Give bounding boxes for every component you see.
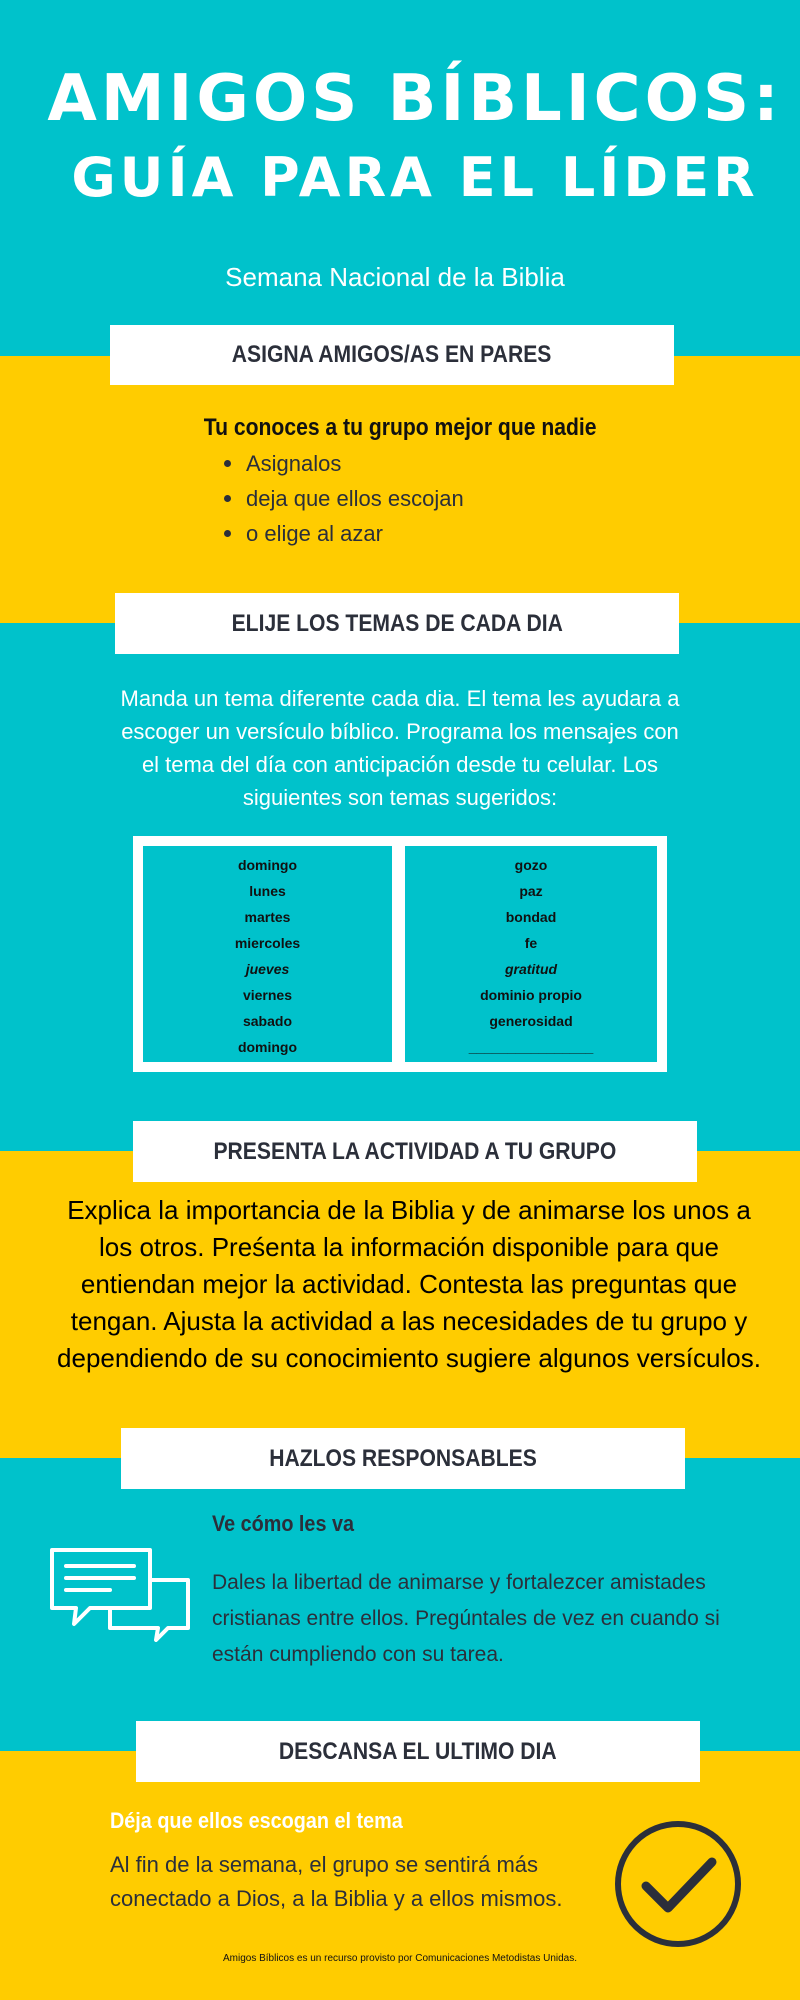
- section3-heading-box: [133, 1121, 697, 1182]
- section2-paragraph: Manda un tema diferente cada dia. El tema les ayudara a escoger un versículo bíblico. Programa los mensajes con el tema del día con anticipación desde tu celular. Los siguientes son temas sugeridos:: [120, 686, 680, 810]
- section4-heading-box: [121, 1428, 685, 1489]
- themes-column: [405, 846, 657, 1062]
- footer-credit: Amigos Bíblicos es un recurso provisto por Comunicaciones Metodistas Unidas.: [222, 1953, 578, 1964]
- list-item: o elige al azar: [214, 516, 464, 551]
- section3-paragraph: Explica la importancia de la Biblia y de animarse los unos a los otros. Preśenta la información disponible para que entiendan mejor la actividad. Contesta las preguntas que tengan. Ajusta la actividad a las necesidades de tu grupo y dependiendo de su conocimiento sugiere algunos versículos.: [57, 1195, 761, 1373]
- section3-heading: PRESENTA LA ACTIVIDAD A TU GRUPO: [213, 1137, 617, 1165]
- section2-heading: ELIJE LOS TEMAS DE CADA DIA: [231, 609, 563, 637]
- theme-item: ________________: [468, 1039, 594, 1055]
- section2-heading-box: [115, 593, 679, 654]
- theme-item: paz: [519, 883, 543, 899]
- day-item: martes: [244, 909, 291, 925]
- chat-bubbles-icon: [50, 1546, 190, 1642]
- page-title-line2: GUÍA PARA EL LÍDER: [71, 146, 759, 209]
- list-item: deja que ellos escojan: [214, 481, 464, 516]
- day-item: jueves: [245, 961, 290, 977]
- theme-item: generosidad: [489, 1013, 573, 1029]
- day-item: viernes: [242, 987, 293, 1003]
- day-item: domingo: [237, 857, 298, 873]
- theme-item: dominio propio: [480, 987, 582, 1003]
- section1-list: [214, 446, 464, 551]
- days-column: [143, 846, 392, 1062]
- section5-heading: DESCANSA EL ULTIMO DIA: [279, 1737, 557, 1765]
- section1-lead: [0, 414, 800, 442]
- page-subtitle: Semana Nacional de la Biblia: [225, 262, 565, 292]
- section4-paragraph: Dales la libertad de animarse y fortalezcer amistades cristianas entre ellos. Pregúntales de vez en cuando si están cumpliendo con su tarea.: [212, 1571, 720, 1666]
- day-item: sabado: [242, 1013, 292, 1029]
- theme-item: gratitud: [504, 961, 558, 977]
- section5-subheading-text: Déja que ellos escogan el tema: [110, 1808, 403, 1833]
- section1-heading: ASIGNA AMIGOS/AS EN PARES: [232, 341, 552, 368]
- section4-subheading: [212, 1511, 370, 1537]
- section1-lead-text: Tu conoces a tu grupo mejor que nadie: [203, 414, 597, 441]
- list-item: Asignalos: [214, 446, 464, 481]
- checkmark-circle-icon: [612, 1818, 744, 1950]
- section1-heading-box: [110, 325, 674, 385]
- section5-paragraph: Al fin de la semana, el grupo se sentirá más conectado a Dios, a la Biblia y a ellos mismos.: [110, 1852, 563, 1911]
- section4-heading: HAZLOS RESPONSABLES: [269, 1444, 537, 1472]
- theme-item: gozo: [514, 857, 548, 873]
- section4-subheading-text: Ve cómo les va: [212, 1511, 354, 1536]
- section5-subheading: [110, 1808, 435, 1834]
- day-item: lunes: [249, 883, 286, 899]
- theme-item: bondad: [505, 909, 557, 925]
- theme-item: fe: [524, 935, 538, 951]
- day-item: domingo: [237, 1039, 298, 1055]
- topics-table: [133, 836, 667, 1072]
- section5-heading-box: [136, 1721, 700, 1782]
- page-title-line1: AMIGOS BÍBLICOS:: [47, 62, 783, 136]
- day-item: miercoles: [234, 935, 301, 951]
